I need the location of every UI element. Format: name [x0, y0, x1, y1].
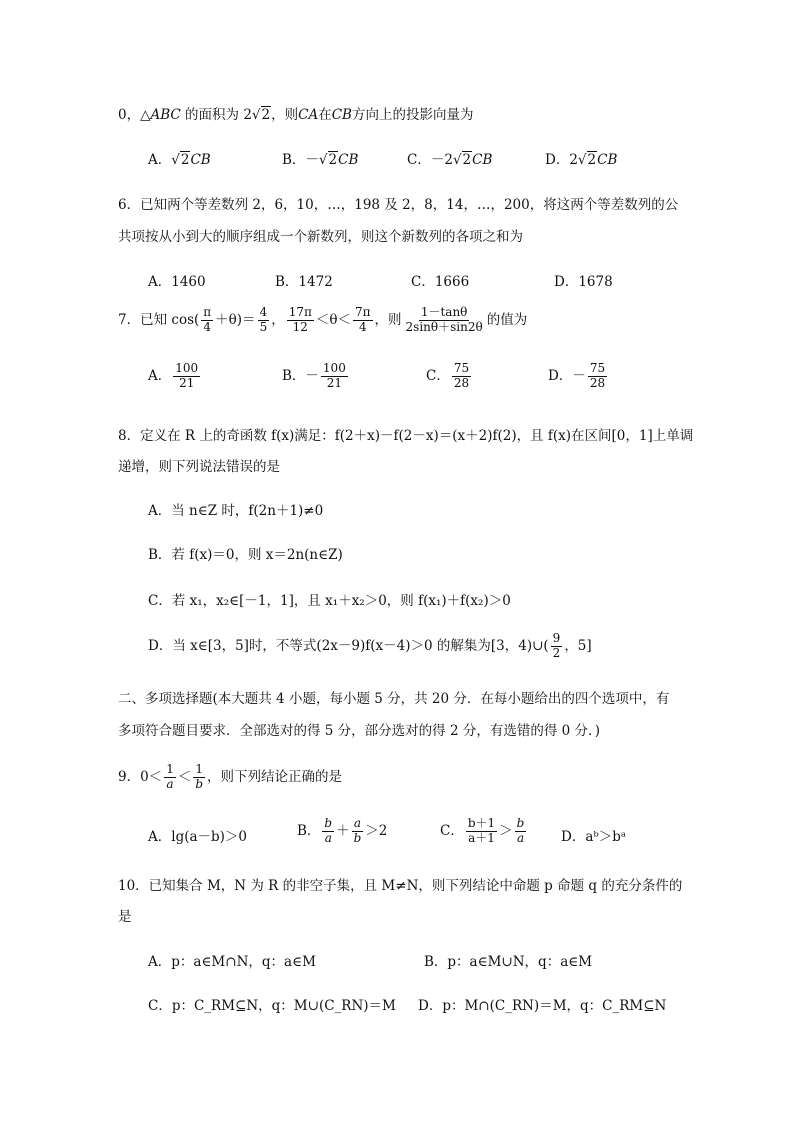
fraction: $\frac{4}{5}$	[259, 305, 268, 334]
q8-stem-line1: 8．定义在 R 上的奇函数 f(x)满足：f(2＋x)－f(2－x)＝(x＋2)f(2)，且 f(x)在区间[0，1]上单调	[118, 428, 694, 444]
q8-stem-line2: 递增，则下列说法错误的是	[118, 459, 280, 475]
q7-stem: 7．已知 cos( $\frac{\pi}{4}$ ＋θ)＝ $\frac{4}{5}$ ， $\frac{17\pi}{12}$ ＜θ＜ $\frac{7\pi}{4}$ ，则 $\frac{1-\tan\theta}{2\sin\theta+\sin 2\theta}$ 的值为	[118, 305, 528, 334]
q7-option-d[interactable]: D．－ $\frac{75}{28}$	[548, 361, 606, 390]
q8-option-c[interactable]: C．若 x₁，x₂∈[－1，1]，且 x₁＋x₂＞0，则 f(x₁)＋f(x₂)＞0	[148, 593, 511, 609]
fraction: $\frac{17\pi}{12}$	[288, 305, 312, 334]
section2-heading-line2: 多项符合题目要求．全部选对的得 5 分，部分选对的得 2 分，有选错的得 0 分．)	[118, 723, 601, 739]
q5-option-c[interactable]: C．－2√2CB	[407, 152, 493, 168]
q7-option-a[interactable]: A． $\frac{100}{21}$	[148, 361, 199, 390]
q6-option-c[interactable]: C．1666	[411, 274, 470, 290]
q5-stem	[118, 103, 473, 123]
q9-option-b[interactable]: B． $\frac{b}{a}$ ＋ $\frac{a}{b}$ ＞2	[297, 816, 388, 845]
q9-stem: 9．0＜ $\frac{1}{a}$ ＜ $\frac{1}{b}$ ，则下列结论正确的是	[118, 762, 343, 791]
q6-option-a[interactable]: A．1460	[148, 274, 206, 290]
q5-option-b[interactable]: B．－√2CB	[282, 152, 359, 168]
q8-option-a[interactable]: A．当 n∈Z 时，f(2n＋1)≠0	[148, 503, 324, 519]
q5-text: 的面积为 2	[180, 107, 252, 123]
q9-option-c[interactable]: C． $\frac{b+1}{a+1}$ ＞ $\frac{b}{a}$	[440, 816, 525, 845]
q5-text: 0，△	[118, 107, 151, 123]
q10-option-d[interactable]: D．p：M∩(C_RN)＝M，q：C_RM⊆N	[418, 998, 667, 1014]
vector-ca: CA	[298, 107, 319, 123]
sqrt-symbol: √2	[251, 107, 271, 123]
q10-stem-line2: 是	[118, 909, 132, 925]
q10-option-a[interactable]: A．p：a∈M∩N，q：a∈M	[148, 954, 316, 970]
q7-option-b[interactable]: B．－ $\frac{100}{21}$	[282, 361, 346, 390]
q5-text: 方向上的投影向量为	[351, 107, 474, 123]
section2-heading-line1: 二、多项选择题(本大题共 4 小题，每小题 5 分，共 20 分．在每小题给出的四个选项中，有	[118, 691, 670, 707]
q6-stem-line1: 6．已知两个等差数列 2，6，10，…，198 及 2，8，14，…，200，将这两个等差数列的公	[118, 197, 679, 213]
fraction: $\frac{\pi}{4}$	[203, 305, 212, 334]
q6-stem-line2: 共项按从小到大的顺序组成一个新数列，则这个新数列的各项之和为	[118, 229, 523, 245]
q10-stem-line1: 10．已知集合 M，N 为 R 的非空子集，且 M≠N，则下列结论中命题 p 命题 q 的充分条件的	[118, 878, 683, 894]
vector-cb: CB	[331, 107, 352, 123]
q8-option-d[interactable]: D．当 x∈[3，5]时，不等式(2x－9)f(x－4)＞0 的解集为[3，4)∪( $\frac{9}{2}$ ，5]	[148, 631, 592, 660]
q9-option-a[interactable]: A．lg(a－b)＞0	[148, 829, 248, 845]
q7-option-c[interactable]: C． $\frac{75}{28}$	[426, 361, 470, 390]
q5-triangle-name: ABC	[150, 107, 181, 123]
q5-option-a[interactable]: A．√2CB	[148, 152, 211, 168]
fraction: $\frac{7\pi}{4}$	[355, 305, 371, 334]
q6-option-d[interactable]: D．1678	[554, 274, 613, 290]
q8-option-b[interactable]: B．若 f(x)＝0，则 x＝2n(n∈Z)	[148, 547, 343, 563]
q5-text: ，则	[271, 107, 299, 123]
fraction: $\frac{1-\tan\theta}{2\sin\theta+\sin 2\theta}$	[405, 305, 483, 334]
q10-option-c[interactable]: C．p：C_RM⊆N，q：M∪(C_RN)＝M	[148, 998, 396, 1014]
q6-option-b[interactable]: B．1472	[275, 274, 333, 290]
q9-option-d[interactable]: D．aᵇ＞bᵃ	[561, 829, 627, 845]
q5-option-d[interactable]: D．2√2CB	[545, 152, 618, 168]
q10-option-b[interactable]: B．p：a∈M∪N，q：a∈M	[424, 954, 593, 970]
q5-text: 在	[318, 107, 332, 123]
